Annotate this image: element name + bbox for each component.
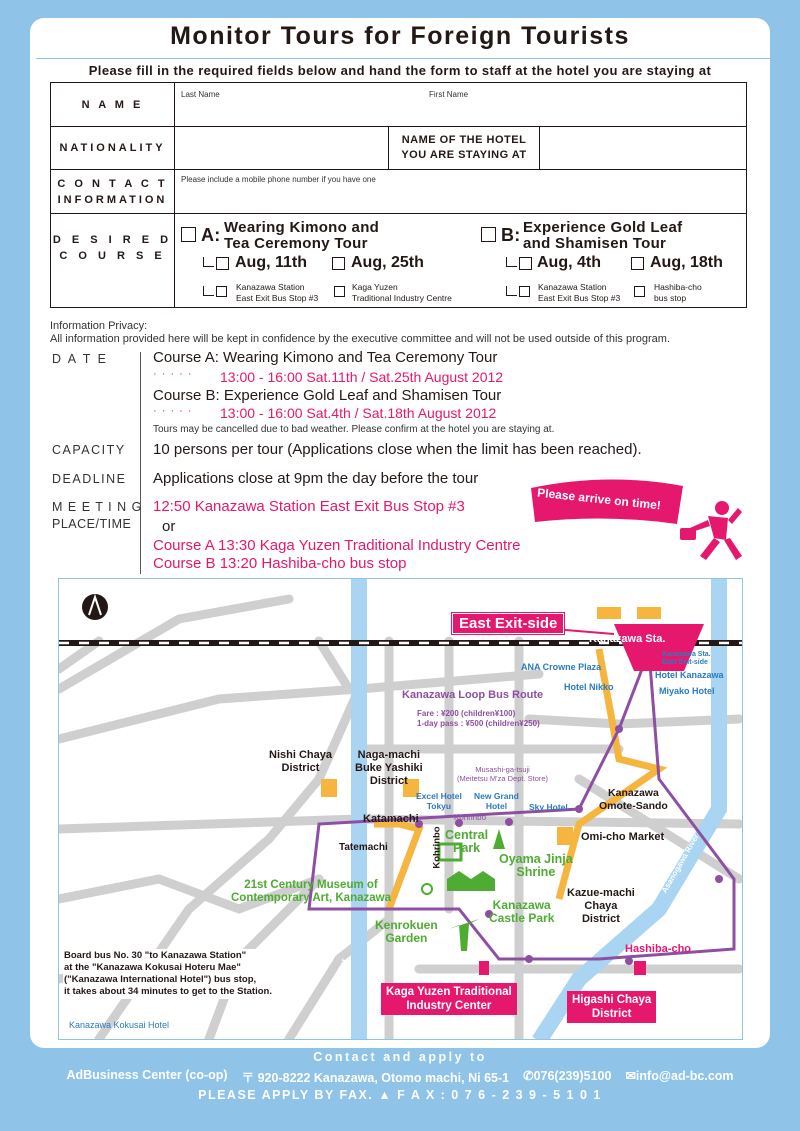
application-form [50, 82, 747, 308]
hotel-label-line: YOU ARE STAYING AT [401, 149, 527, 161]
b-stop-hashiba-label [654, 282, 702, 304]
central-park-label [445, 829, 488, 855]
oyama-label [499, 853, 573, 879]
hotel-nikko-label: Hotel Nikko [564, 682, 614, 692]
aug-11-checkbox[interactable] [216, 257, 229, 270]
new-grand-line: New Grand [474, 791, 519, 801]
kenrokuen-line: Kenrokuen [375, 918, 438, 932]
name-field[interactable] [175, 100, 746, 125]
aug-18-label: Aug, 18th [650, 254, 723, 271]
meeting-station: 12:50 Kanazawa Station East Exit Bus Stop #3 [153, 498, 465, 515]
castle-label [489, 899, 554, 925]
asanogawa-label: Asanogawa River [659, 832, 701, 895]
deadline-text: Applications close at 9pm the day before the tour [153, 470, 479, 487]
excel-line: Excel Hotel [416, 791, 462, 801]
ana-label: ANA Crowne Plaza [521, 662, 602, 672]
excel-hotel-label [416, 791, 462, 811]
course-b-title [523, 220, 682, 252]
hotel-kanazawa-label: Hotel Kanazawa [655, 670, 724, 680]
weather-note: Tours may be cancelled due to bad weather. Please confirm at the hotel you are staying at. [153, 424, 555, 435]
address-text: 920-8222 Kanazawa, Otomo machi, Ni 65-1 [257, 1071, 510, 1085]
higashi-line: District [591, 1008, 632, 1020]
course-label [51, 232, 174, 264]
course-b-summary: Course B: Experience Gold Leaf and Shamisen Tour [153, 387, 502, 404]
a-stop-kaga-label [352, 282, 452, 304]
meeting-or: or [162, 518, 176, 535]
branch-line [203, 257, 214, 267]
aug-25-label: Aug, 25th [351, 254, 424, 271]
museum-line: Contemporary Art, Kanazawa [231, 892, 391, 904]
contact-line [0, 1068, 800, 1086]
board-line: Board bus No. 30 "to Kanazawa Station" [64, 950, 247, 961]
omotesando-label [599, 787, 668, 813]
nagamachi-label [355, 749, 423, 788]
kazue-line: District [581, 913, 620, 925]
contact-heading: Contact and apply to [313, 1050, 487, 1064]
course-a-title-line: Tea Ceremony Tour [224, 235, 368, 252]
central-park-line: Central [445, 828, 489, 842]
course-a-title [224, 220, 379, 252]
musashi-line: Musashi-ga-tsuji [475, 765, 530, 774]
stop-line: Kanazawa Station [538, 282, 607, 292]
shrine-icon [493, 829, 505, 849]
station-side-line: Kanazawa Sta. [662, 651, 711, 658]
station-label: Kanazawa Sta. [589, 633, 666, 645]
a-stop-station-checkbox[interactable] [216, 286, 227, 297]
hashiba-label: Hashiba-cho [625, 943, 692, 955]
fare-label [417, 709, 540, 729]
nationality-field[interactable] [175, 127, 387, 168]
name-label: N A M E [81, 99, 144, 111]
capacity-text: 10 persons per tour (Applications close when the limit has been reached). [153, 441, 642, 458]
musashi-line: (Meitetsu M'za Dept. Store) [457, 774, 549, 783]
nishi-line: Nishi Chaya [269, 749, 332, 761]
new-grand-label [474, 791, 519, 811]
postal-icon: 〒 [241, 1071, 258, 1085]
central-park-line: Park [452, 841, 481, 855]
org-name: AdBusiness Center (co-op) [66, 1068, 228, 1082]
stop-line: East Exit Bus Stop #3 [236, 293, 319, 303]
east-exit-label: East Exit-side [452, 613, 564, 634]
fax-prefix: PLEASE APPLY BY FAX. [198, 1088, 374, 1102]
phone-text: 076(239)5100 [533, 1069, 612, 1083]
b-stop-station-label [538, 282, 620, 304]
castle-icon [447, 871, 495, 891]
row-divider [51, 169, 746, 170]
aug-4-label: Aug, 4th [537, 254, 601, 271]
kohrinbo-label: Kohrinbo [431, 826, 443, 869]
stop-line: Kaga Yuzen [352, 282, 398, 292]
stop-line: Hashiba-cho [654, 282, 702, 292]
castle-line: Kanazawa [492, 898, 551, 912]
contact-label-line: C O N T A C T [57, 178, 168, 190]
branch-line [506, 257, 517, 267]
email-group [625, 1068, 733, 1086]
last-name-hint: Last Name [181, 90, 220, 99]
higashi-chaya-label [567, 991, 656, 1023]
branch-line [506, 286, 517, 296]
higashi-line: Higashi Chaya [572, 994, 652, 1006]
kazue-line: Chaya [584, 900, 618, 912]
meeting-label-line: PLACE/TIME [52, 517, 132, 531]
arrive-badge [527, 474, 687, 534]
hotel-label [389, 133, 539, 163]
fare-line: Fare : ¥200 (children¥100) [417, 709, 516, 718]
kazue-line: Kazue-machi [567, 887, 635, 899]
b-stop-hashiba-checkbox[interactable] [634, 286, 645, 297]
course-b-title-line: and Shamisen Tour [523, 235, 667, 252]
nagamachi-line: Naga-machi [357, 749, 421, 761]
stop-line: East Exit Bus Stop #3 [538, 293, 621, 303]
stop-line: Kanazawa Station [236, 282, 305, 292]
oyama-line: Oyama Jinja [499, 852, 573, 866]
aug-25-checkbox[interactable] [332, 257, 345, 270]
course-b-checkbox[interactable] [481, 227, 496, 242]
board-line: it takes about 34 minutes to get to the Station. [64, 986, 272, 997]
page-subtitle: Please fill in the required fields below and hand the form to staff at the hotel you are staying at [88, 63, 712, 78]
board-line: ("Kanazawa International Hotel") bus stop, [64, 974, 257, 985]
tatemachi-label: Tatemachi [339, 842, 388, 853]
aug-11-label: Aug, 11th [235, 254, 308, 271]
excel-line: Tokyu [426, 801, 452, 811]
fax-number: F A X : 0 7 6 - 2 3 9 - 5 1 0 1 [397, 1088, 602, 1102]
kenrokuen-line: Garden [385, 931, 428, 945]
address-group [242, 1068, 509, 1086]
new-grand-line: Hotel [485, 801, 508, 811]
kaga-line: Kaga Yuzen Traditional [386, 986, 512, 998]
contact-hint: Please include a mobile phone number if you have one [181, 175, 376, 184]
phone-icon: ✆ [523, 1069, 534, 1083]
fax-line [0, 1088, 800, 1102]
station-side-line: East Exit-side [662, 659, 708, 666]
course-b-title-line: Experience Gold Leaf [523, 219, 683, 236]
privacy-heading: Information Privacy: [50, 320, 148, 332]
stop-line: bus stop [654, 293, 687, 303]
board-bus-note [63, 949, 273, 999]
privacy-text: All information provided here will be kept in confidence by the executive committee and will not be used outside of this program. [50, 333, 671, 345]
branch-line [203, 286, 214, 296]
course-label-line: C O U R S E [59, 250, 166, 262]
museum-icon [422, 884, 432, 894]
a-stop-kaga-checkbox[interactable] [334, 286, 345, 297]
mail-icon: ✉ [625, 1069, 636, 1083]
course-b-letter: B: [501, 225, 521, 245]
oyama-line: Shrine [516, 865, 556, 879]
museum-label [231, 879, 391, 905]
kenrokuen-icon [449, 919, 479, 951]
course-a-dots: · · · · · [153, 368, 193, 380]
fare-line: 1-day pass : ¥500 (children¥250) [417, 719, 540, 728]
nationality-label: NATIONALITY [59, 142, 166, 154]
board-line: at the "Kanazawa Kokusai Hoteru Mae" [64, 962, 241, 973]
page-title: Monitor Tours for Foreign Tourists [170, 22, 630, 50]
omicho-label: Omi-cho Market [581, 831, 665, 843]
nishi-chaya-label [269, 749, 332, 775]
nagamachi-line: Buke Yashiki [355, 762, 423, 774]
museum-line: 21st Century Museum of [244, 879, 378, 891]
kokusai-label: Kanazawa Kokusai Hotel [69, 1020, 170, 1030]
contact-label [51, 176, 174, 208]
omotesando-line: Omote-Sando [599, 800, 668, 812]
course-a-letter: A: [201, 225, 221, 245]
fax-icon: ▲ [378, 1088, 393, 1102]
hotel-label-line: NAME OF THE HOTEL [401, 134, 527, 146]
stop-line: Traditional Industry Centre [352, 293, 452, 303]
saigawa-label: Saigawa River [339, 958, 349, 1013]
omotesando-line: Kanazawa [608, 787, 659, 799]
arrive-text: Please arrive on time! [536, 485, 662, 513]
miyako-label: Miyako Hotel [659, 686, 715, 696]
kazue-label [567, 887, 635, 926]
running-man-icon [678, 498, 746, 576]
aug-18-checkbox[interactable] [631, 257, 644, 270]
kenrokuen-label [375, 919, 438, 945]
phone-group [523, 1068, 611, 1086]
course-a-title-line: Wearing Kimono and [224, 219, 380, 236]
nagamachi-line: District [369, 775, 408, 787]
musashi-label [457, 765, 548, 783]
course-b-time: 13:00 - 16:00 Sat.4th / Sat.18th August 2012 [220, 405, 497, 421]
katamachi-label: Katamachi [363, 813, 419, 825]
aug-4-checkbox[interactable] [519, 257, 532, 270]
kaga-line: Industry Center [406, 1000, 492, 1012]
meeting-label-line: M E E T I N G [52, 500, 143, 514]
course-a-summary: Course A: Wearing Kimono and Tea Ceremony Tour [153, 349, 498, 366]
first-name-hint: First Name [429, 90, 469, 99]
meeting-course-a: Course A 13:30 Kaga Yuzen Traditional Industry Centre [153, 537, 521, 554]
details-divider [140, 352, 141, 574]
course-b-dots: · · · · · [153, 405, 193, 417]
date-label: D A T E [52, 352, 108, 366]
b-stop-station-checkbox[interactable] [519, 286, 530, 297]
station-side-label [662, 651, 711, 667]
meeting-label [52, 500, 142, 531]
kohrinbo-stop-label: Kohrinbo [454, 813, 487, 822]
kaga-yuzen-label [381, 983, 517, 1015]
contact-label-line: INFORMATION [57, 194, 168, 206]
row-divider [51, 213, 746, 214]
nishi-line: District [281, 762, 320, 774]
course-label-line: D E S I R E D [52, 234, 173, 246]
castle-line: Castle Park [489, 911, 555, 925]
hotel-field[interactable] [540, 127, 746, 168]
meeting-course-b: Course B 13:20 Hashiba-cho bus stop [153, 555, 407, 572]
course-a-time: 13:00 - 16:00 Sat.11th / Sat.25th August 2012 [220, 369, 504, 385]
loop-bus-label: Kanazawa Loop Bus Route [402, 689, 544, 701]
course-a-checkbox[interactable] [181, 227, 196, 242]
title-divider [36, 58, 770, 59]
email-text[interactable]: info@ad-bc.com [635, 1069, 734, 1083]
capacity-label: CAPACITY [52, 443, 126, 457]
a-stop-station-label [236, 282, 318, 304]
deadline-label: DEADLINE [52, 472, 127, 486]
area-map [58, 578, 743, 1040]
sky-hotel-label: Sky Hotel [529, 802, 568, 812]
contact-field[interactable] [175, 187, 746, 212]
